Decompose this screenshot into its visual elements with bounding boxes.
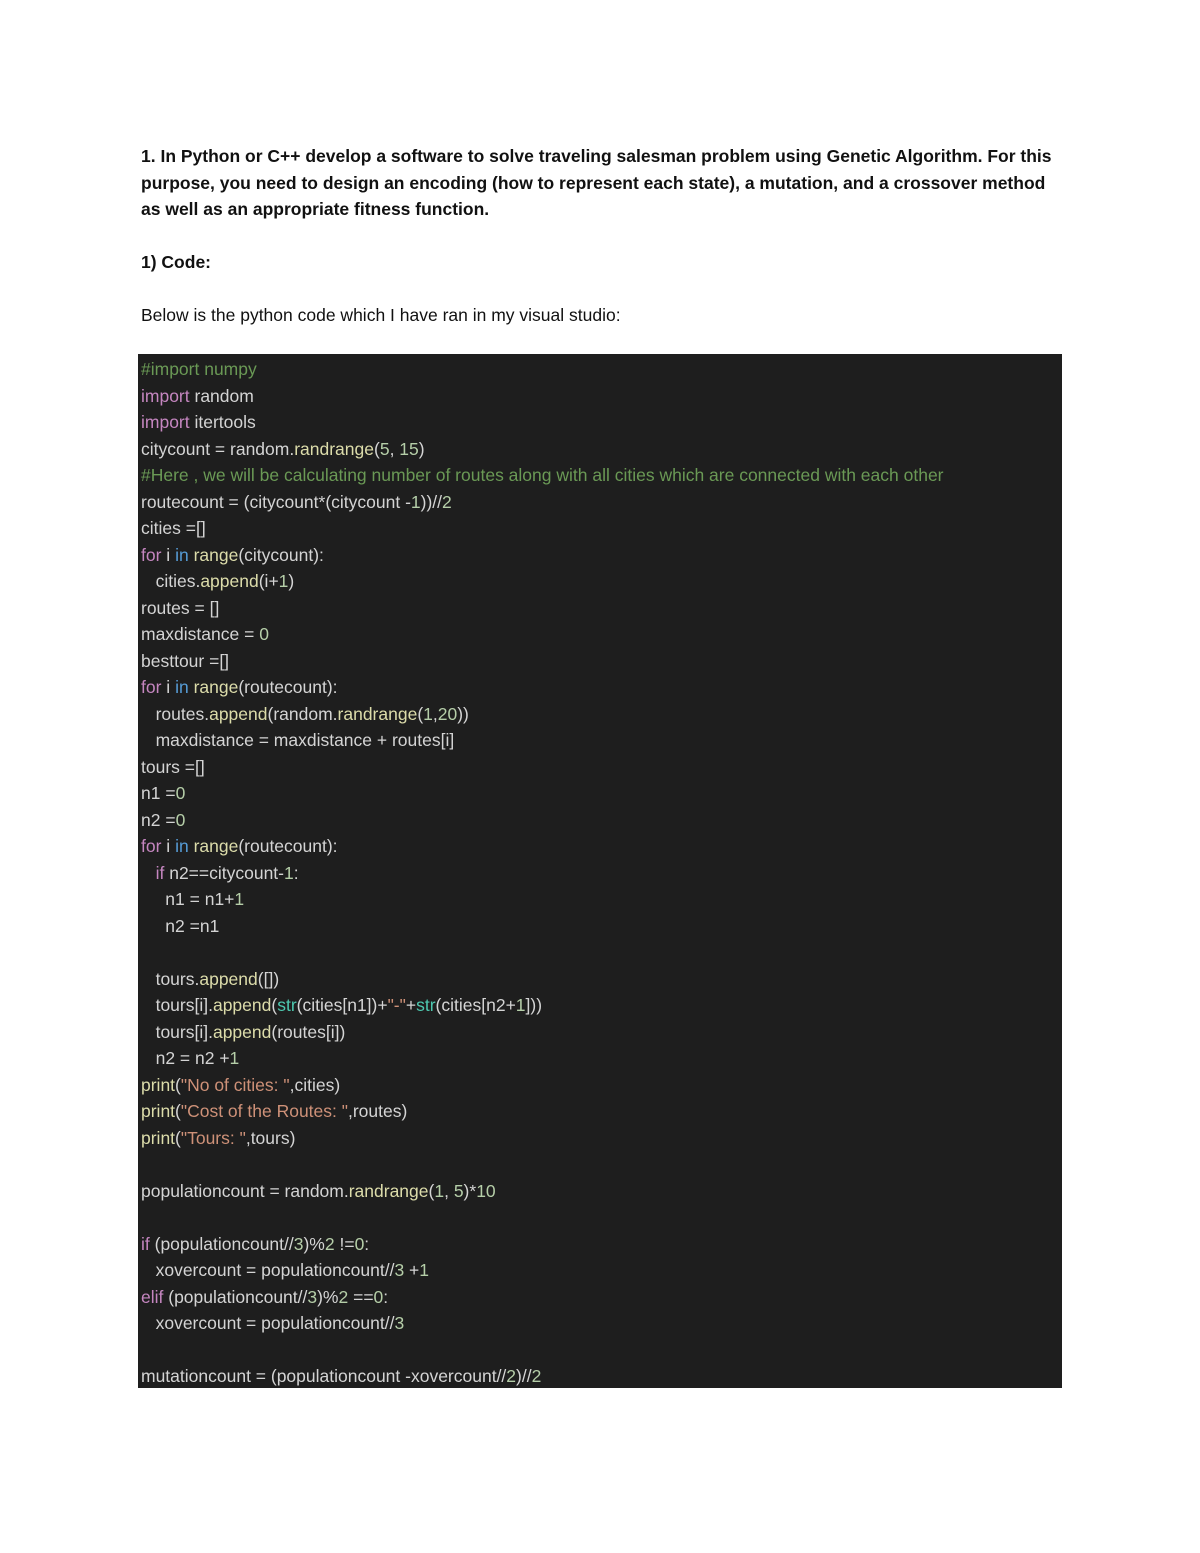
code-token: ,tours) <box>245 1127 296 1148</box>
code-token: ( <box>428 1180 435 1201</box>
code-token: ) <box>288 571 295 591</box>
code-token: n2==citycount- <box>164 862 284 883</box>
code-token: ( <box>175 1074 181 1095</box>
code-line <box>138 1204 1062 1231</box>
code-token: tours[i]. <box>141 1021 213 1042</box>
code-line <box>138 913 1062 940</box>
code-line <box>138 1257 1062 1284</box>
code-line <box>138 886 1062 913</box>
code-token: print <box>141 1127 176 1148</box>
code-token: 1 <box>419 1260 429 1280</box>
code-token: (cities[n2+ <box>435 995 516 1015</box>
code-token: 10 <box>476 1180 496 1201</box>
code-token: 1 <box>234 889 245 909</box>
code-block <box>138 354 1062 1388</box>
code-token: )) <box>457 703 469 724</box>
code-token: 15 <box>399 438 419 459</box>
code-token: xovercount = populationcount// <box>141 1260 395 1280</box>
code-line <box>138 542 1062 569</box>
code-token: itertools <box>189 412 256 432</box>
code-token: (i+ <box>258 571 279 591</box>
code-token: range <box>193 677 239 697</box>
code-token: 3 <box>293 1233 304 1254</box>
code-token: for <box>141 544 162 565</box>
code-token: , <box>389 438 400 459</box>
code-token: (cities[n1])+ <box>296 995 388 1015</box>
code-token: )% <box>317 1286 339 1307</box>
code-token: 0 <box>354 1233 365 1254</box>
code-token: n2 = n2 + <box>141 1048 230 1068</box>
code-token: 2 <box>506 1366 517 1386</box>
code-line <box>138 780 1062 807</box>
code-token: ( <box>374 438 380 459</box>
code-token: (routecount): <box>238 677 338 697</box>
code-token: tours[i]. <box>141 995 213 1015</box>
code-token: maxdistance = maxdistance + routes[i] <box>141 730 455 750</box>
code-token: 5 <box>379 438 390 459</box>
code-token: 2 <box>442 491 452 512</box>
code-token: , <box>444 1180 454 1201</box>
code-token: "No of cities: " <box>180 1074 290 1095</box>
code-token: )// <box>516 1366 532 1386</box>
code-token: n2 =n1 <box>141 915 220 936</box>
code-line <box>138 356 1062 383</box>
code-line <box>138 1178 1062 1205</box>
code-token: )% <box>303 1233 325 1254</box>
code-token <box>141 863 156 883</box>
code-token: cities. <box>141 571 201 591</box>
code-token: str <box>277 995 297 1015</box>
code-token: (random. <box>267 703 338 724</box>
code-line <box>138 992 1062 1019</box>
code-line <box>138 754 1062 781</box>
code-token: 3 <box>394 1313 405 1333</box>
code-token: i <box>161 677 176 697</box>
code-token: in <box>175 677 189 697</box>
code-token: mutationcount = (populationcount -xovercount// <box>141 1366 507 1386</box>
code-token: append <box>200 571 259 591</box>
code-token: cities =[] <box>141 518 206 538</box>
code-token: ])) <box>525 995 543 1015</box>
code-line <box>138 1125 1062 1152</box>
code-line <box>138 1284 1062 1311</box>
code-line <box>138 1045 1062 1072</box>
code-token: 0 <box>373 1286 384 1307</box>
code-token: ,routes) <box>347 1101 408 1121</box>
code-line <box>138 568 1062 595</box>
code-token: citycount = random. <box>141 438 295 459</box>
code-line <box>138 727 1062 754</box>
code-line <box>138 621 1062 648</box>
code-token: import <box>141 412 190 432</box>
code-token: 1 <box>284 862 294 883</box>
code-token: append <box>212 995 272 1015</box>
code-token: besttour =[] <box>141 650 230 671</box>
code-token: : <box>293 862 299 883</box>
code-token: ( <box>271 995 278 1015</box>
code-token: (routes[i]) <box>271 1021 346 1042</box>
code-token: range <box>193 836 239 856</box>
code-line <box>138 674 1062 701</box>
code-token: append <box>199 968 258 989</box>
code-token: randrange <box>337 703 418 724</box>
code-token: append <box>212 1021 272 1042</box>
code-token: ( <box>175 1101 181 1121</box>
code-token: str <box>416 995 436 1015</box>
code-token: + <box>405 995 417 1015</box>
code-token: print <box>141 1074 176 1095</box>
code-token: ) <box>418 438 425 459</box>
code-line <box>138 1151 1062 1178</box>
code-token: range <box>193 544 239 565</box>
code-token: (citycount): <box>238 544 324 565</box>
code-token: tours. <box>141 968 200 989</box>
code-token: : <box>364 1233 370 1254</box>
code-token: for <box>141 836 162 856</box>
code-token: 3 <box>394 1260 405 1280</box>
code-line <box>138 701 1062 728</box>
code-token: 1 <box>434 1180 445 1201</box>
code-token: ( <box>417 703 424 724</box>
code-token: routes. <box>141 703 210 724</box>
code-token: (populationcount// <box>149 1233 294 1254</box>
code-token: if <box>155 862 165 883</box>
code-line <box>138 383 1062 410</box>
code-token: n1 = n1+ <box>141 889 235 909</box>
code-token: #Here , we will be calculating number of routes along with all cities which are connected with each other <box>141 465 944 485</box>
code-token: ,cities) <box>289 1074 341 1095</box>
code-token: routecount = (citycount*(citycount - <box>141 491 411 512</box>
code-line <box>138 462 1062 489</box>
code-token: 0 <box>259 624 269 644</box>
section-heading: 1) Code: <box>141 252 211 272</box>
code-line <box>138 807 1062 834</box>
code-token: (populationcount// <box>163 1286 308 1307</box>
code-line <box>138 833 1062 860</box>
code-line <box>138 595 1062 622</box>
code-token: if <box>141 1233 150 1254</box>
code-token: != <box>334 1233 355 1254</box>
code-token: 5 <box>453 1180 464 1201</box>
code-token: #import numpy <box>141 359 257 379</box>
code-line <box>138 939 1062 966</box>
code-token: n1 = <box>141 783 176 803</box>
code-token: xovercount = populationcount// <box>141 1313 395 1333</box>
code-line <box>138 1098 1062 1125</box>
code-token: == <box>348 1286 374 1307</box>
code-token: print <box>141 1101 176 1121</box>
code-token: 0 <box>175 783 186 803</box>
code-token: populationcount = random. <box>141 1180 349 1201</box>
code-line <box>138 1231 1062 1258</box>
code-line <box>138 1072 1062 1099</box>
code-token: for <box>141 677 162 697</box>
code-token: randrange <box>348 1180 429 1201</box>
code-token: (routecount): <box>238 836 338 856</box>
code-token: 1 <box>278 571 289 591</box>
code-line <box>138 1310 1062 1337</box>
code-token: in <box>175 836 189 856</box>
code-line <box>138 966 1062 993</box>
intro-text: Below is the python code which I have ran in my visual studio: <box>141 305 621 325</box>
code-line <box>138 1019 1062 1046</box>
code-token: "Cost of the Routes: " <box>180 1101 348 1121</box>
code-token: routes = [] <box>141 597 220 618</box>
code-line <box>138 436 1062 463</box>
code-token: + <box>404 1260 420 1280</box>
code-token: : <box>383 1286 389 1307</box>
code-token: "Tours: " <box>180 1127 246 1148</box>
code-token: 2 <box>531 1366 542 1386</box>
code-line <box>138 409 1062 436</box>
code-token: 20 <box>437 703 458 724</box>
code-token: i <box>161 544 176 565</box>
code-token: ))// <box>420 491 443 512</box>
code-line <box>138 648 1062 675</box>
code-token: in <box>175 544 189 565</box>
code-token: tours =[] <box>141 756 205 777</box>
code-token: ([]) <box>257 968 280 989</box>
code-token: randrange <box>294 438 374 459</box>
code-token: random <box>189 385 254 406</box>
code-token: n2 = <box>141 809 176 830</box>
code-token: 3 <box>307 1286 318 1307</box>
code-line <box>138 1363 1062 1388</box>
code-token: 2 <box>324 1233 335 1254</box>
code-token: 1 <box>515 995 526 1015</box>
code-token: 2 <box>338 1286 349 1307</box>
code-token: ( <box>175 1127 181 1148</box>
code-line <box>138 489 1062 516</box>
question-text: 1. In Python or C++ develop a software to solve traveling salesman problem using Genetic Algorithm. For this purpose, you need to design an encoding (how to represent each state), a mutation, and a crossover method as well as an appropriate fitness function. <box>141 146 1052 219</box>
code-line <box>138 860 1062 887</box>
code-token: )* <box>463 1180 477 1201</box>
code-token: 1 <box>423 703 433 724</box>
code-token: i <box>161 836 176 856</box>
code-token: maxdistance = <box>141 624 260 644</box>
code-token: 1 <box>229 1048 240 1068</box>
code-token: elif <box>141 1286 164 1307</box>
code-token: 0 <box>175 809 186 830</box>
code-token: import <box>141 385 190 406</box>
code-token: append <box>209 703 268 724</box>
code-token: , <box>432 703 438 724</box>
code-token: 1 <box>410 491 421 512</box>
code-line <box>138 515 1062 542</box>
code-token: "-" <box>387 995 406 1015</box>
code-line <box>138 1337 1062 1364</box>
